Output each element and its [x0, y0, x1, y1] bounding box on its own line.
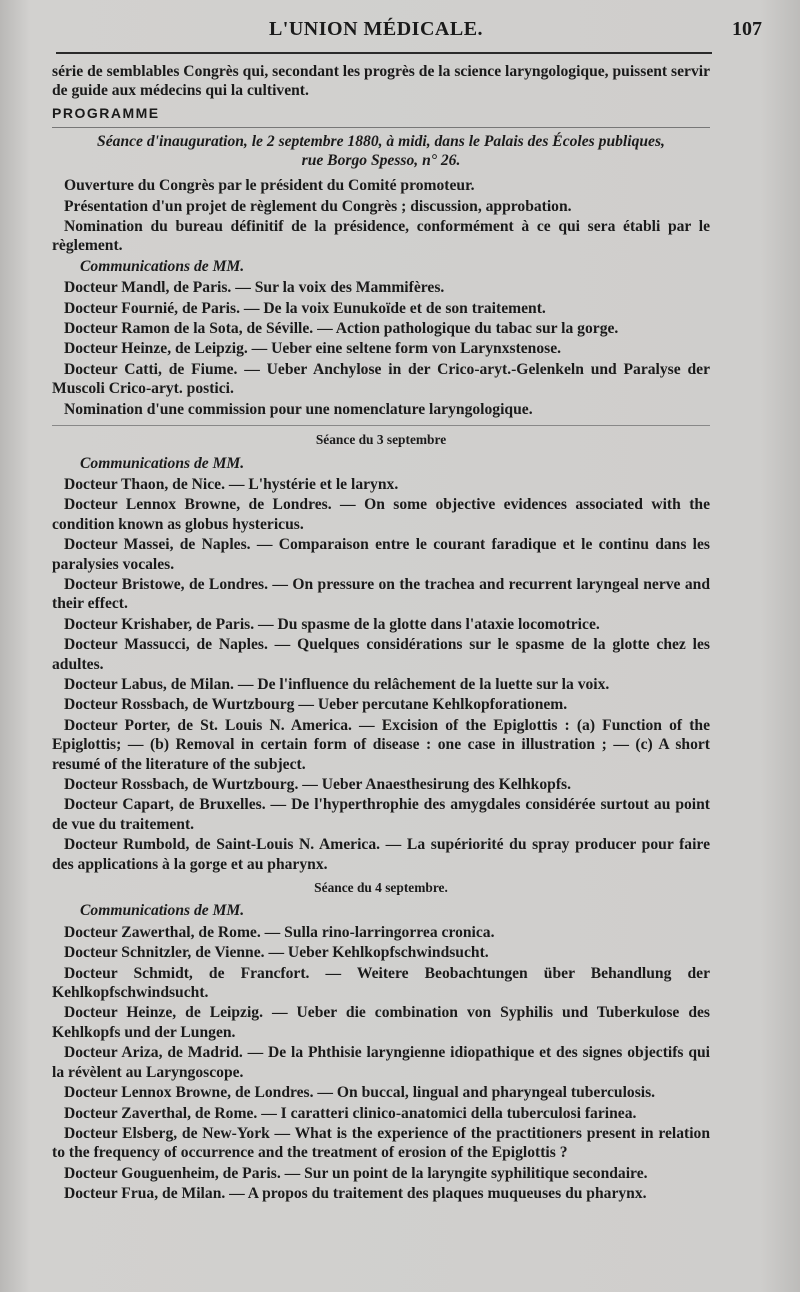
journal-title: L'UNION MÉDICALE.	[268, 18, 484, 40]
header-rule	[56, 52, 712, 54]
session2-entry: Docteur Thaon, de Nice. — L'hystérie et le larynx.	[64, 475, 399, 493]
session3-entry: Docteur Zawerthal, de Rome. — Sulla rino-larringorrea cronica.	[64, 923, 495, 941]
session1-entry: Docteur Ramon de la Sota, de Séville. — Action pathologique du tabac sur la gorge.	[64, 320, 619, 338]
session3-entry: Docteur Schnitzler, de Vienne. — Ueber Kehlkopfschwindsucht.	[64, 944, 489, 962]
page-number: 107	[732, 18, 762, 40]
session1-entry: Nomination d'une commission pour une nomenclature laryngologique.	[64, 400, 533, 418]
running-header	[40, 18, 762, 54]
session1-entry: Docteur Catti, de Fiume. — Ueber Anchylose in der Crico-aryt.-Gelenkeln und Paralyse der Muscoli Crico-aryt. postici.	[52, 360, 710, 398]
session2-entry: Docteur Rossbach, de Wurtzbourg — Ueber percutane Kehlkopforationem.	[64, 696, 568, 714]
session3-entry: Docteur Elsberg, de New-York — What is the experience of the practitioners present in relation to the frequency of occurrence and the treatment of erosion of the Epiglottis ?	[52, 1124, 710, 1162]
session1-entry: Docteur Fournié, de Paris. — De la voix Eunukoïde et de son traitement.	[64, 299, 546, 317]
communications-label: Communications de MM.	[80, 902, 245, 920]
session2-entry: Docteur Bristowe, de Londres. — On pressure on the trachea and recurrent laryngeal nerve and their effect.	[52, 575, 710, 613]
session3-entry: Docteur Gouguenheim, de Paris. — Sur un point de la laryngite syphilitique secondaire.	[64, 1164, 648, 1182]
inauguration-line-1: Séance d'inauguration, le 2 septembre 1880, à midi, dans le Palais des Écoles publiques,	[97, 133, 665, 151]
session2-entry: Docteur Massei, de Naples. — Comparaison entre le courant faradique et le continu dans les paralysies vocales.	[52, 536, 710, 573]
communications-label: Communications de MM.	[80, 257, 245, 275]
opening-item: Ouverture du Congrès par le président du Comité promoteur.	[64, 177, 475, 195]
programme-rule	[52, 127, 710, 128]
session2-entry: Docteur Lennox Browne, de Londres. — On some objective evidences associated with the condition known as globus hystericus.	[52, 496, 710, 533]
session3-entry: Docteur Zaverthal, de Rome. — I caratteri clinico-anatomici della tuberculosi farinea.	[64, 1104, 637, 1122]
session2-entry: Docteur Rumbold, de Saint-Louis N. America. — La supériorité du spray producer pour faire des applications à la gorge et au pharynx.	[52, 836, 710, 873]
session3-entry: Docteur Ariza, de Madrid. — De la Phthisie laryngienne idiopathique et des signes objectifs qui la révèlent au Laryngoscope.	[52, 1044, 710, 1081]
session2-entry: Docteur Capart, de Bruxelles. — De l'hyperthrophie des amygdales considérée surtout au point de vue du traitement.	[52, 796, 710, 833]
session3-entry: Docteur Heinze, de Leipzig. — Ueber die combination von Syphilis und Tuberkulose des Kehlkopfs und der Lungen.	[52, 1004, 710, 1041]
session2-entry: Docteur Massucci, de Naples. — Quelques considérations sur le spasme de la glotte chez les adultes.	[52, 636, 710, 673]
session2-entry: Docteur Labus, de Milan. — De l'influence du relâchement de la luette sur la voix.	[64, 675, 610, 693]
session2-entry: Docteur Porter, de St. Louis N. America. — Excision of the Epiglottis : (a) Function of the Epiglottis; — (b) Removal in certain form of disease : one case in illustration ; — (c) A short resumé of the literature of the subject.	[52, 716, 710, 773]
session3-entry: Docteur Lennox Browne, de Londres. — On buccal, lingual and pharyngeal tuberculosis.	[64, 1084, 656, 1102]
communications-label: Communications de MM.	[80, 454, 245, 472]
session2-entry: Docteur Krishaber, de Paris. — Du spasme de la glotte dans l'ataxie locomotrice.	[64, 615, 600, 633]
opening-item: Nomination du bureau définitif de la présidence, conformément à ce qui sera établi par le règlement.	[52, 218, 710, 255]
article-body	[52, 62, 710, 1205]
session3-entry: Docteur Schmidt, de Francfort. — Weitere Beobachtungen über Behandlung der Kehlkopfschwindsucht.	[52, 964, 710, 1002]
session3-heading: Séance du 4 septembre.	[314, 880, 448, 896]
session1-entry: Docteur Heinze, de Leipzig. — Ueber eine seltene form von Larynxstenose.	[64, 340, 562, 358]
section-divider	[52, 425, 710, 426]
session2-heading: Séance du 3 septembre	[315, 432, 447, 448]
intro-paragraph: série de semblables Congrès qui, secondant les progrès de la science laryngologique, puissent servir de guide aux médecins qui la cultivent.	[52, 63, 710, 100]
programme-heading: PROGRAMME	[52, 104, 160, 121]
opening-item: Présentation d'un projet de règlement du Congrès ; discussion, approbation.	[64, 197, 572, 215]
session2-entry: Docteur Rossbach, de Wurtzbourg. — Ueber Anaesthesirung des Kelhkopfs.	[64, 776, 571, 793]
inauguration-line-2: rue Borgo Spesso, n° 26.	[301, 152, 461, 170]
session3-entry: Docteur Frua, de Milan. — A propos du traitement des plaques muqueuses du pharynx.	[64, 1185, 647, 1203]
session1-entry: Docteur Mandl, de Paris. — Sur la voix des Mammifères.	[64, 279, 445, 297]
